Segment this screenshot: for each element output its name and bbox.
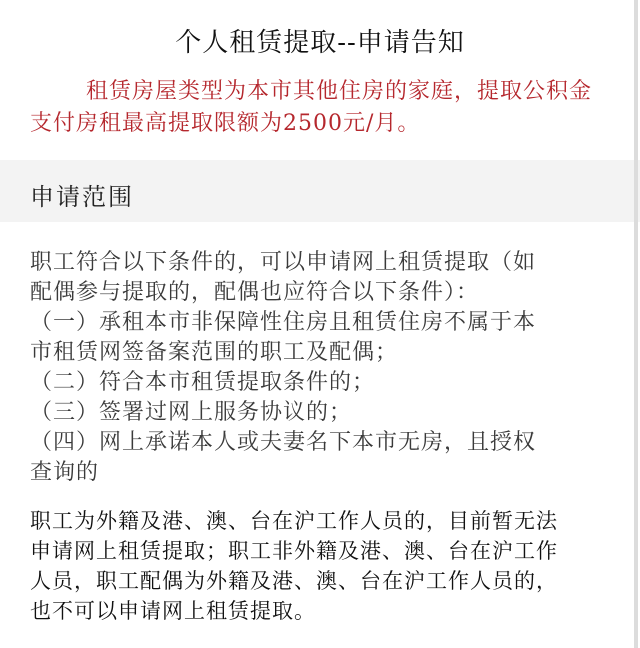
conditions-line: 市租赁网签备案范围的职工及配偶； <box>30 340 399 365</box>
conditions-text <box>30 248 620 488</box>
title-bar <box>0 0 640 70</box>
exclusion-line: 人员，职工配偶为外籍及港、澳、台在沪工作人员的， <box>30 569 558 593</box>
page-title: 个人租赁提取--申请告知 <box>175 28 465 58</box>
conditions-line: （一）承租本市非保障性住房且租赁住房不属于本 <box>30 310 537 335</box>
conditions-line: 配偶参与提取的，配偶也应符合以下条件）： <box>30 280 480 305</box>
section-title: 申请范围 <box>30 183 134 211</box>
scrollbar[interactable] <box>634 0 638 648</box>
notice-line-2: 支付房租最高提取限额为2500元/月。 <box>30 111 421 136</box>
conditions-line: （二）符合本市租赁提取条件的； <box>30 370 376 395</box>
conditions-line: （四）网上承诺本人或夫妻名下本市无房，且授权 <box>30 430 537 455</box>
conditions-line: 查询的 <box>30 460 100 485</box>
conditions-line: （三）签署过网上服务协议的； <box>30 400 353 425</box>
conditions-line: 职工符合以下条件的，可以申请网上租赁提取（如 <box>30 250 537 275</box>
rent-limit-notice <box>30 76 610 140</box>
notice-line-1: 租赁房屋类型为本市其他住房的家庭，提取公积金 <box>86 79 593 104</box>
exclusion-line: 也不可以申请网上租赁提取。 <box>30 599 316 623</box>
exclusion-line: 职工为外籍及港、澳、台在沪工作人员的，目前暂无法 <box>30 509 558 533</box>
exclusion-text <box>30 506 620 626</box>
exclusion-line: 申请网上租赁提取；职工非外籍及港、澳、台在沪工作 <box>30 539 558 563</box>
section-header <box>0 160 640 222</box>
